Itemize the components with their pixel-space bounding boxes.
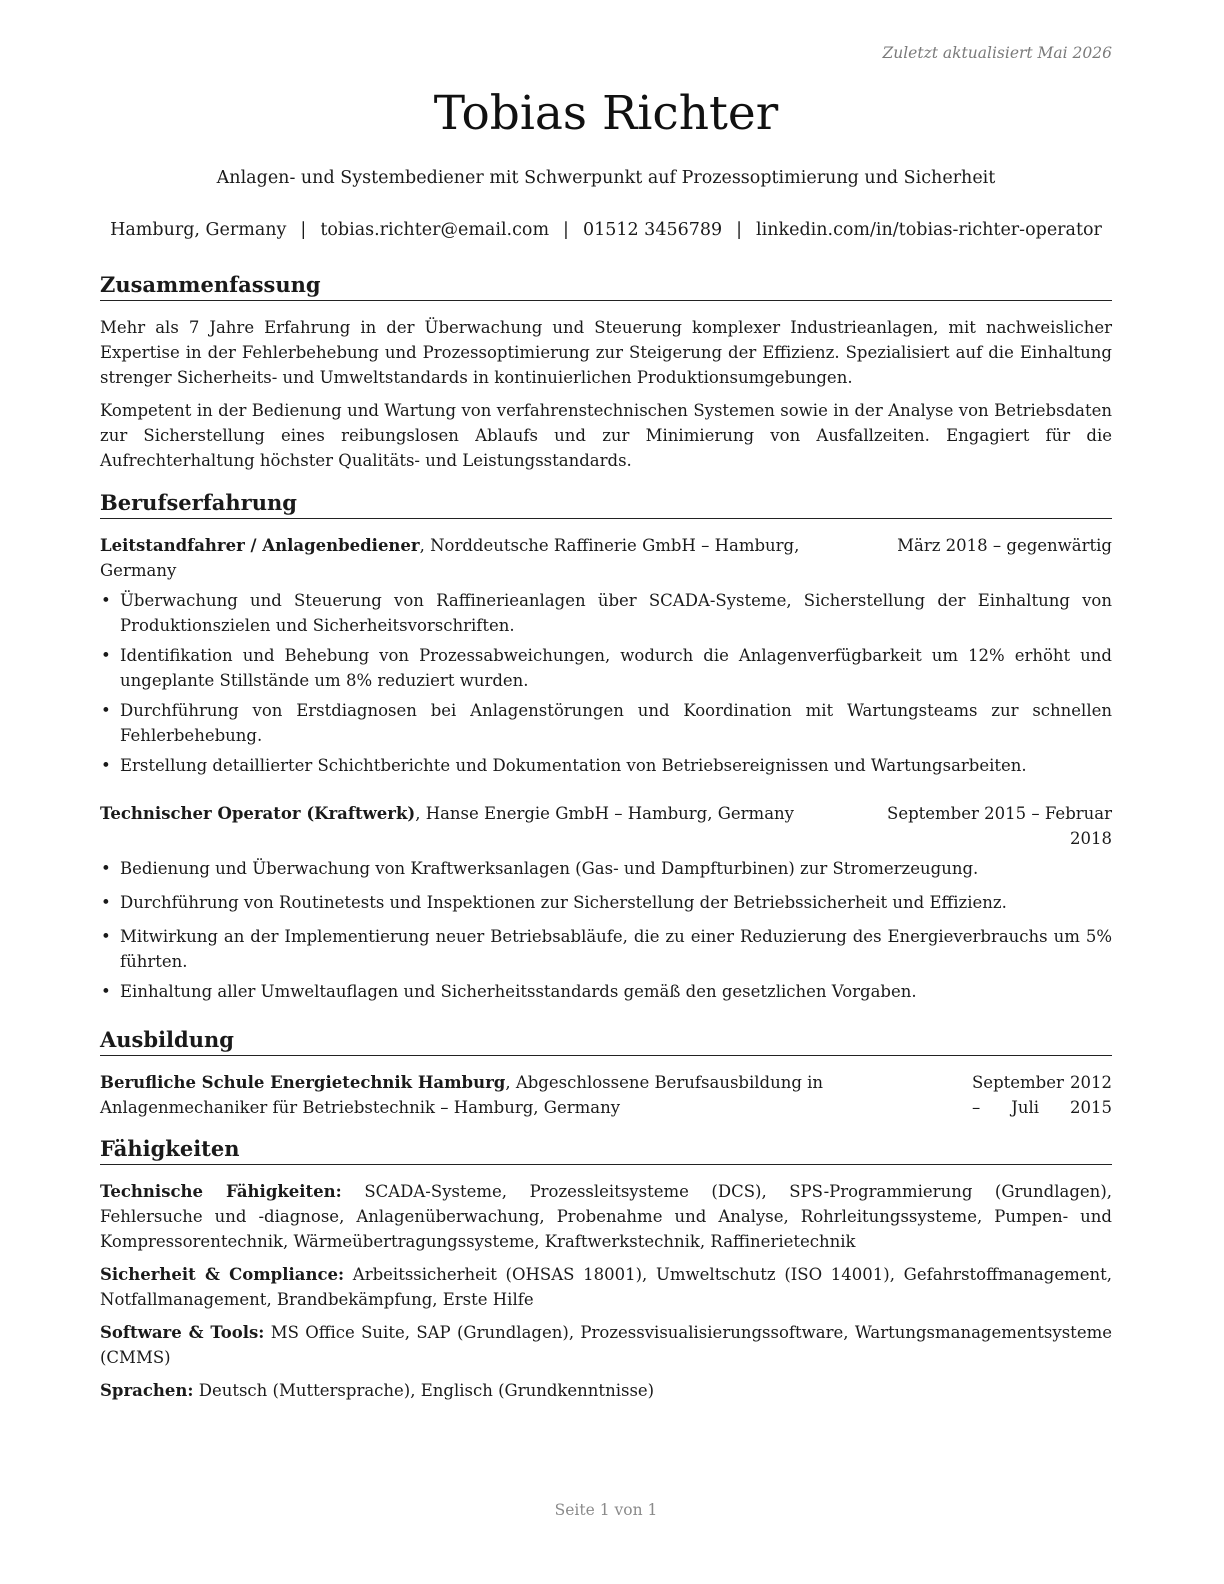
section-heading-experience: Berufserfahrung [100,489,1112,519]
last-updated: Zuletzt aktualisiert Mai 2026 [882,44,1112,62]
job-entry [100,801,1112,1004]
skill-label: Sicherheit & Compliance: [100,1265,345,1284]
skill-group [100,1262,1112,1312]
page-number: Seite 1 von 1 [554,1501,658,1519]
bullet-text: Durchführung von Routinetests und Inspektionen zur Sicherstellung der Betriebssicherheit und Effizienz. [120,893,1007,912]
education-section [100,1026,1112,1120]
bullet-icon: • [101,859,111,878]
skill-label: Sprachen: [100,1381,194,1400]
list-item [100,979,1112,1004]
job-entry [100,533,1112,778]
job-title: Leitstandfahrer / Anlagenbediener [100,536,420,555]
skill-group [100,1320,1112,1370]
bullet-icon: • [101,982,111,1001]
bullet-icon: • [101,893,111,912]
skill-label: Technische Fähigkeiten: [100,1182,342,1201]
section-heading-summary: Zusammenfassung [100,271,1112,301]
contact-separator: | [736,220,743,240]
list-item [100,924,1112,974]
skill-text: Arbeitssicherheit (OHSAS 18001), Umweltschutz (ISO 14001), Gefahrstoffmanagement, Notfallmanagement, Brandbekämpfung, Erste Hilfe [100,1265,1113,1309]
skill-text: MS Office Suite, SAP (Grundlagen), Prozessvisualisierungssoftware, Wartungsmanagementsysteme (CMMS) [100,1323,1112,1367]
skill-text: Deutsch (Muttersprache), Englisch (Grundkenntnisse) [193,1381,655,1400]
section-heading-skills: Fähigkeiten [100,1135,1112,1165]
summary-paragraph: Kompetent in der Bedienung und Wartung von verfahrenstechnischen Systemen sowie in der Analyse von Betriebsdaten zur Sicherstellung eines reibungslosen Ablaufs und zur Minimierung von Ausfallzeiten. Engagiert für die Aufrechterhaltung höchster Qualitäts- und Leistungsstandards. [100,401,1112,470]
skill-group [100,1179,1112,1254]
skill-group [100,1378,1112,1403]
job-title-line [100,801,850,826]
job-employer: , Norddeutsche Raffinerie GmbH – Hamburg, Germany [100,536,800,580]
list-item [100,856,1112,881]
job-bullets [100,588,1112,778]
job-dates: März 2018 – gegenwärtig [897,536,1112,555]
list-item [100,588,1112,638]
list-item [100,698,1112,748]
section-heading-education: Ausbildung [100,1026,1112,1056]
summary-paragraph: Mehr als 7 Jahre Erfahrung in der Überwachung und Steuerung komplexer Industrieanlagen, mit nachweislicher Expertise in der Fehlerbehebung und Prozessoptimierung zur Steigerung der Effizienz. Spezialisiert auf die Einhaltung strenger Sicherheits- und Umweltstandards in kontinuierlichen Produktionsumgebungen. [100,318,1112,387]
education-school-line [100,1070,875,1120]
experience-section [100,489,1112,1004]
skills-section [100,1135,1112,1403]
job-title-line [100,533,880,583]
contact-email[interactable]: tobias.richter@email.com [320,220,550,240]
bullet-icon: • [101,927,111,946]
bullet-text: Mitwirkung an der Implementierung neuer Betriebsabläufe, die zu einer Reduzierung des Energieverbrauchs um 5% führten. [120,927,1112,971]
job-title: Technischer Operator (Kraftwerk) [100,804,416,823]
contact-line [100,220,1112,240]
job-bullets [100,856,1112,1004]
bullet-text: Erstellung detaillierter Schichtberichte und Dokumentation von Betriebsereignissen und Wartungsarbeiten. [120,756,1027,775]
education-detail: , Abgeschlossene Berufsausbildung in Anlagenmechaniker für Betriebstechnik – Hamburg, Germany [100,1073,824,1117]
list-item [100,890,1112,915]
education-school: Berufliche Schule Energietechnik Hamburg [100,1073,506,1092]
bullet-text: Identifikation und Behebung von Prozessabweichungen, wodurch die Anlagenverfügbarkeit um 12% erhöht und ungeplante Stillstände um 8% reduziert wurden. [120,646,1112,690]
list-item [100,643,1112,693]
bullet-icon: • [101,646,111,665]
contact-location: Hamburg, Germany [110,220,287,240]
education-entry [100,1070,1112,1120]
skill-text: SCADA-Systeme, Prozessleitsysteme (DCS), SPS-Programmierung (Grundlagen), Fehlersuche und -diagnose, Anlagenüberwachung, Probenahme und Analyse, Rohrleitungssysteme, Pumpen- und Kompressorentechnik, Wärmeübertragungssysteme, Kraftwerkstechnik, Raffinerietechnik [100,1182,1112,1251]
job-employer: , Hanse Energie GmbH – Hamburg, Germany [415,804,794,823]
bullet-icon: • [101,701,111,720]
job-header [100,801,1112,851]
job-dates: September 2015 – Februar 2018 [887,804,1112,848]
education-dates: September 2012 – Juli 2015 [972,1073,1112,1117]
bullet-text: Bedienung und Überwachung von Kraftwerksanlagen (Gas- und Dampfturbinen) zur Stromerzeugung. [120,859,979,878]
tagline: Anlagen- und Systembediener mit Schwerpunkt auf Prozessoptimierung und Sicherheit [216,168,996,188]
resume-page [100,0,1112,1584]
skill-label: Software & Tools: [100,1323,265,1342]
summary-section [100,271,1112,473]
bullet-icon: • [101,591,111,610]
bullet-icon: • [101,756,111,775]
bullet-text: Einhaltung aller Umweltauflagen und Sicherheitsstandards gemäß den gesetzlichen Vorgaben. [120,982,917,1001]
contact-separator: | [563,220,569,240]
candidate-name: Tobias Richter [433,86,779,141]
contact-phone[interactable]: 01512 3456789 [582,220,723,240]
job-header [100,533,1112,583]
contact-separator: | [300,220,307,240]
bullet-text: Überwachung und Steuerung von Raffinerieanlagen über SCADA-Systeme, Sicherstellung der Einhaltung von Produktionszielen und Sicherheitsvorschriften. [120,591,1112,635]
list-item [100,753,1112,778]
contact-linkedin[interactable]: linkedin.com/in/tobias-richter-operator [756,220,1102,240]
bullet-text: Durchführung von Erstdiagnosen bei Anlagenstörungen und Koordination mit Wartungsteams zur schnellen Fehlerbehebung. [120,701,1112,745]
